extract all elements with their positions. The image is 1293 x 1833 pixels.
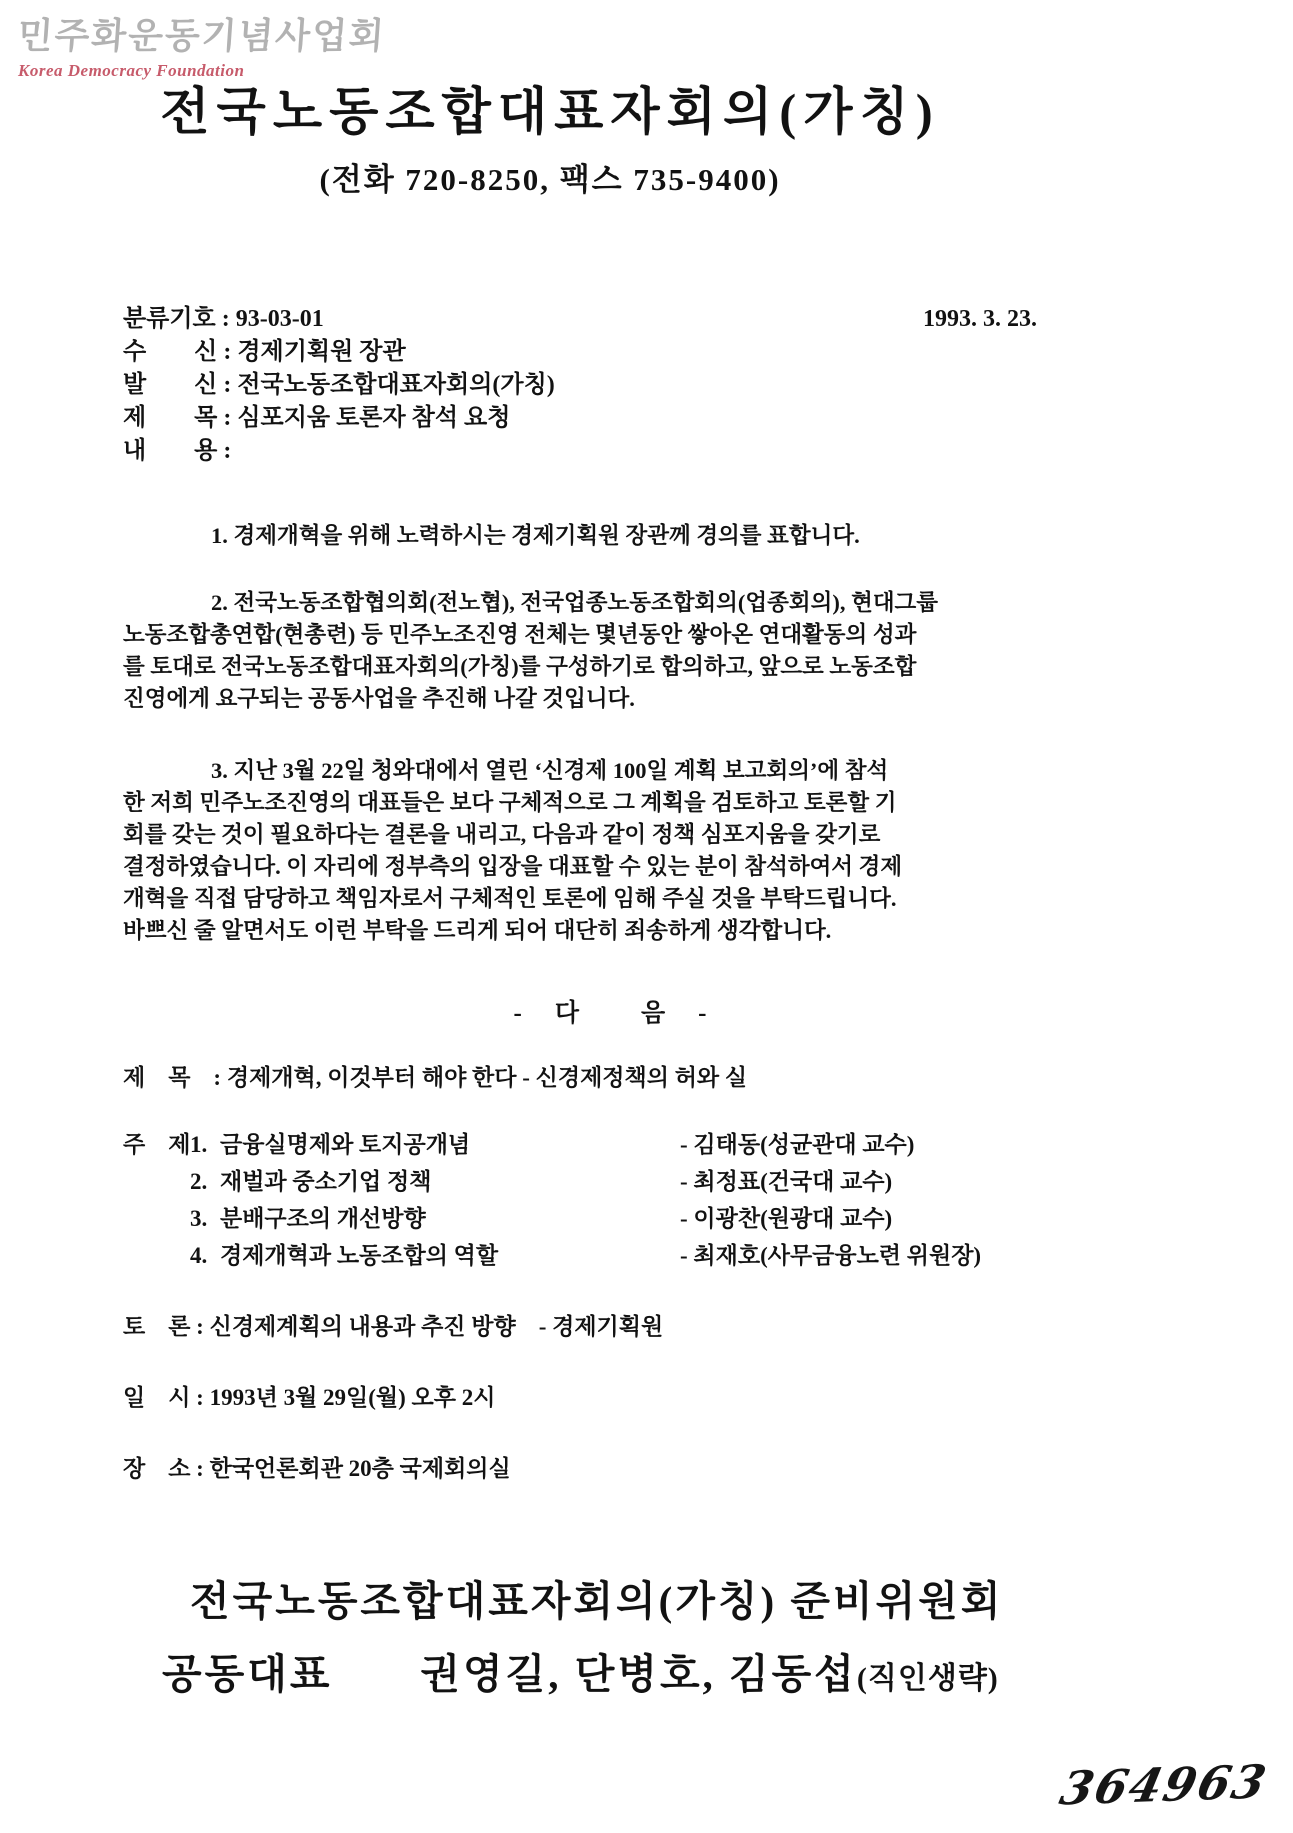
topic-speaker: - 이광찬(원광대 교수) <box>680 1206 893 1231</box>
topic-speaker: - 김태동(성균관대 교수) <box>680 1132 915 1157</box>
document-title: 전국노동조합대표자회의(가칭) <box>160 85 940 141</box>
foundation-logo-korean: 민주화운동기념사업회 <box>16 16 387 56</box>
phone-fax-line: (전화 720-8250, 팩스 735-9400) <box>319 162 781 197</box>
topic-speaker: - 최정표(건국대 교수) <box>680 1169 893 1194</box>
symposium-title-row <box>123 1059 1071 1092</box>
letterhead <box>0 70 1100 199</box>
discussion-label: 토 론 : <box>123 1314 204 1339</box>
paragraph-3 <box>123 755 1071 947</box>
paragraph-line: 개혁을 직접 담당하고 책임자로서 구체적인 토론에 임해 주실 것을 부탁드립니다. <box>123 886 897 911</box>
datetime-row <box>123 1379 1071 1412</box>
handwritten-archive-number: 364963 <box>1055 1754 1273 1816</box>
discussion-row <box>123 1308 1071 1341</box>
paragraph-line: 2. 전국노동조합협의회(전노협), 전국업종노동조합회의(업종회의), 현대그룹 <box>211 590 939 615</box>
signature-organization: 전국노동조합대표자회의(가칭) 준비위원회 <box>190 1578 1004 1624</box>
datetime-label: 일 시 : <box>123 1385 204 1410</box>
topic-title: 분배구조의 개선방향 <box>220 1206 426 1231</box>
paragraph-1 <box>123 520 1071 552</box>
sender-value: 전국노동조합대표자회의(가칭) <box>237 372 555 398</box>
symposium-title-label: 제 목 : <box>123 1065 222 1090</box>
content-label: 내 용 : <box>123 438 232 464</box>
venue-value: 한국언론회관 20층 국제회의실 <box>209 1456 511 1481</box>
paragraph-line: 1. 경제개혁을 위해 노력하시는 경제기획원 장관께 경의를 표합니다. <box>211 523 860 548</box>
sender-label: 발 신 : <box>123 372 232 398</box>
topic-item <box>190 1126 1071 1163</box>
paragraph-line: 진영에게 요구되는 공동사업을 추진해 나갈 것입니다. <box>123 686 635 711</box>
discussion-value: 신경제계획의 내용과 추진 방향 - 경제기획원 <box>209 1314 664 1339</box>
meta-row-content <box>123 435 1173 468</box>
venue-row <box>123 1450 1071 1483</box>
meta-row-sender <box>123 369 1173 402</box>
classification-label: 분류기호 : <box>123 306 230 332</box>
topic-item <box>190 1163 1071 1200</box>
topic-item <box>190 1200 1071 1237</box>
topic-title: 재벌과 중소기업 정책 <box>220 1169 432 1194</box>
signature-block <box>0 1568 1293 1700</box>
letter-body <box>123 520 1071 1521</box>
paragraph-2 <box>123 587 1071 715</box>
meta-row-classification <box>123 303 1173 336</box>
signature-representatives <box>162 1641 1293 1700</box>
representatives-names: 공동대표 권영길, 단병호, 김동섭 <box>162 1651 857 1697</box>
topic-number: 2. <box>190 1169 208 1194</box>
meta-row-recipient <box>123 336 1173 369</box>
daum-divider: - 다 음 - <box>513 1000 711 1027</box>
venue-label: 장 소 : <box>123 1456 204 1481</box>
topic-speaker: - 최재호(사무금융노련 위원장) <box>680 1243 982 1268</box>
meta-row-subject <box>123 402 1173 435</box>
paragraph-line: 한 저희 민주노조진영의 대표들은 보다 구체적으로 그 계획을 검토하고 토론할 기 <box>123 790 897 815</box>
paragraph-line: 회를 갖는 것이 필요하다는 결론을 내리고, 다음과 같이 정책 심포지움을 갖기로 <box>123 822 881 847</box>
paragraph-line: 3. 지난 3월 22일 청와대에서 열린 ‘신경제 100일 계획 보고회의’에 참석 <box>211 758 889 783</box>
paragraph-line: 결정하였습니다. 이 자리에 정부측의 입장을 대표할 수 있는 분이 참석하여서 경제 <box>123 854 903 879</box>
topic-number: 1. <box>190 1132 208 1157</box>
paragraph-line: 바쁘신 줄 알면서도 이런 부탁을 드리게 되어 대단히 죄송하게 생각합니다. <box>123 918 832 943</box>
datetime-value: 1993년 3월 29일(월) 오후 2시 <box>209 1385 496 1410</box>
paragraph-line: 를 토대로 전국노동조합대표자회의(가칭)를 구성하기로 합의하고, 앞으로 노동조합 <box>123 654 917 679</box>
symposium-title-value: 경제개혁, 이것부터 해야 한다 - 신경제정책의 허와 실 <box>226 1065 748 1090</box>
subject-label: 제 목 : <box>123 405 232 431</box>
paragraph-line: 노동조합총연합(현총련) 등 민주노조진영 전체는 몇년동안 쌓아온 연대활동의 성과 <box>123 622 917 647</box>
seal-omitted-note: (직인생략) <box>856 1662 999 1695</box>
topic-number: 4. <box>190 1243 208 1268</box>
classification-value: 93-03-01 <box>235 306 324 332</box>
recipient-value: 경제기획원 장관 <box>237 339 406 365</box>
topics-label: 주 제 <box>123 1132 191 1157</box>
topic-title: 경제개혁과 노동조합의 역할 <box>220 1243 499 1268</box>
topic-item <box>190 1237 1071 1274</box>
document-date: 1993. 3. 23. <box>923 306 1037 332</box>
topics-section <box>123 1126 1071 1274</box>
subject-value: 심포지움 토론자 참석 요청 <box>237 405 511 431</box>
foundation-logo-english: Korea Democracy Foundation <box>18 61 245 80</box>
topic-title: 금융실명제와 토지공개념 <box>220 1132 471 1157</box>
recipient-label: 수 신 : <box>123 339 232 365</box>
topic-number: 3. <box>190 1206 208 1231</box>
meta-header <box>123 303 1173 468</box>
